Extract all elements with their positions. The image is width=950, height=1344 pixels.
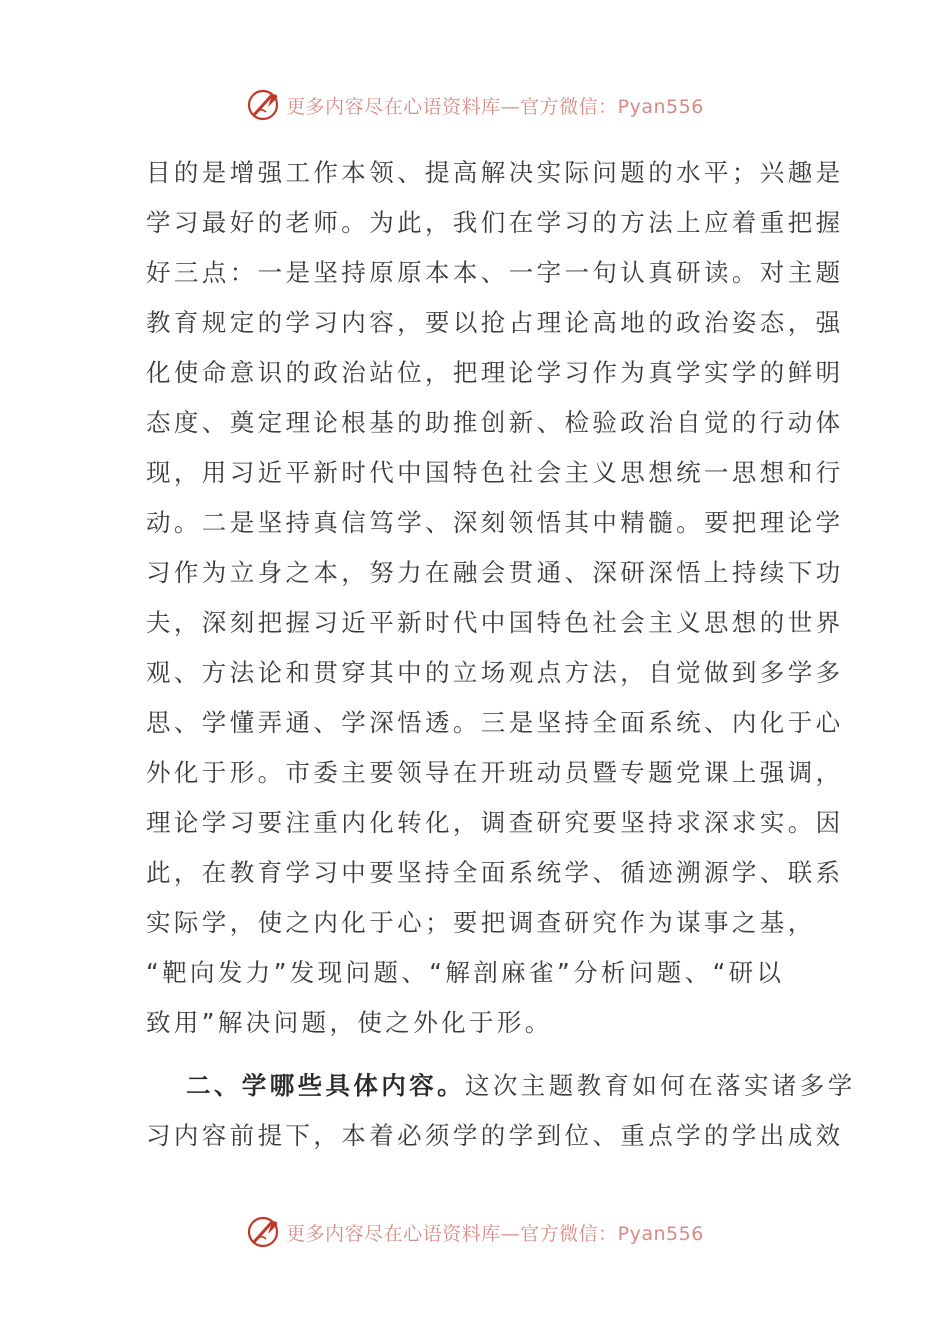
text-line xyxy=(146,1061,856,1111)
text-line: 习作为立身之本，努力在融会贯通、深研深悟上持续下功 xyxy=(146,558,844,587)
text-line: 夫，深刻把握习近平新时代中国特色社会主义思想的世界 xyxy=(146,608,844,637)
text-line: 学习最好的老师。为此，我们在学习的方法上应着重把握 xyxy=(146,208,844,237)
text-line: 此，在教育学习中要坚持全面系统学、循迹溯源学、联系 xyxy=(146,858,844,887)
banner-site-name: 更多内容尽在心语资料库— xyxy=(286,95,521,118)
banner-text xyxy=(286,1219,704,1246)
text-line: 观、方法论和贯穿其中的立场观点方法，自觉做到多学多 xyxy=(146,658,844,687)
text-line: 致用”解决问题，使之外化于形。 xyxy=(146,1008,553,1037)
text-run: 这次主题教育如何在落实诸多学 xyxy=(465,1071,856,1100)
text-line: 化使命意识的政治站位，把理论学习作为真学实学的鲜明 xyxy=(146,358,844,387)
paragraph-1 xyxy=(146,148,844,1048)
text-line: 思、学懂弄通、学深悟透。三是坚持全面系统、内化于心 xyxy=(146,708,844,737)
text-line: 目的是增强工作本领、提高解决实际问题的水平；兴趣是 xyxy=(146,158,844,187)
footer-watermark-banner xyxy=(0,1212,950,1252)
text-line: 现，用习近平新时代中国特色社会主义思想统一思想和行 xyxy=(146,458,844,487)
quill-pen-logo-icon xyxy=(246,1214,282,1250)
banner-wechat-id: 官方微信：Pyan556 xyxy=(520,95,704,118)
text-line: 态度、奠定理论根基的助推创新、检验政治自觉的行动体 xyxy=(146,408,844,437)
header-watermark-banner xyxy=(0,85,950,125)
text-line: 好三点：一是坚持原原本本、一字一句认真研读。对主题 xyxy=(146,258,844,287)
banner-text xyxy=(286,92,704,119)
text-line: 实际学，使之内化于心；要把调查研究作为谋事之基， xyxy=(146,908,816,937)
section-heading: 二、学哪些具体内容。 xyxy=(186,1071,465,1100)
document-body xyxy=(146,148,856,1161)
text-line: 动。二是坚持真信笃学、深刻领悟其中精髓。要把理论学 xyxy=(146,508,844,537)
banner-wechat-id: 官方微信：Pyan556 xyxy=(520,1222,704,1245)
quill-pen-logo-icon xyxy=(246,87,282,123)
text-line: 理论学习要注重内化转化，调查研究要坚持求深求实。因 xyxy=(146,808,844,837)
text-line: 教育规定的学习内容，要以抢占理论高地的政治姿态，强 xyxy=(146,308,844,337)
text-line: 习内容前提下，本着必须学的学到位、重点学的学出成效 xyxy=(146,1121,844,1150)
text-line: 外化于形。市委主要领导在开班动员暨专题党课上强调， xyxy=(146,758,844,787)
banner-site-name: 更多内容尽在心语资料库— xyxy=(286,1222,521,1245)
paragraph-2 xyxy=(146,1061,856,1161)
text-line: “靶向发力”发现问题、“解剖麻雀”分析问题、“研以 xyxy=(146,958,785,987)
